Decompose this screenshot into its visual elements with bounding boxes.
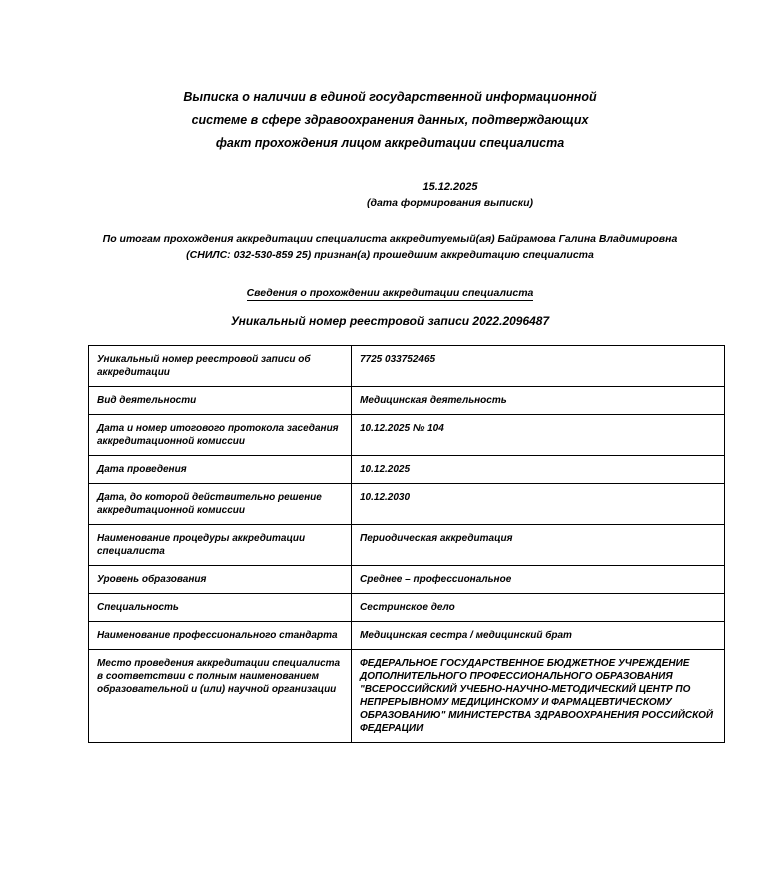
row-label: Наименование процедуры аккредитации специалиста bbox=[89, 525, 352, 566]
table-row bbox=[89, 594, 725, 622]
row-label: Дата проведения bbox=[89, 456, 352, 484]
row-label: Вид деятельности bbox=[89, 387, 352, 415]
table-row bbox=[89, 387, 725, 415]
document-title: Выписка о наличии в единой государственной информационной системе в сфере здравоохранения данных, подтверждающих факт прохождения лицом аккредитации специалиста bbox=[183, 90, 597, 150]
section-heading-text: Сведения о прохождении аккредитации специалиста bbox=[246, 287, 534, 299]
row-value: Медицинская деятельность bbox=[352, 387, 725, 415]
table-row bbox=[89, 415, 725, 456]
accreditation-summary: По итогам прохождения аккредитации специалиста аккредитуемый(ая) Байрамова Галина Владимировна (СНИЛС: 032-530-859 25) признан(а) прошедшим аккредитацию специалиста bbox=[102, 233, 678, 261]
row-label: Место проведения аккредитации специалиста в соответствии с полным наименованием образовательной и (или) научной организации bbox=[89, 650, 352, 743]
row-value: ФЕДЕРАЛЬНОЕ ГОСУДАРСТВЕННОЕ БЮДЖЕТНОЕ УЧРЕЖДЕНИЕ ДОПОЛНИТЕЛЬНОГО ПРОФЕССИОНАЛЬНОГО ОБРАЗОВАНИЯ "ВСЕРОССИЙСКИЙ УЧЕБНО-НАУЧНО-МЕТОДИЧЕСКИЙ ЦЕНТР ПО НЕПРЕРЫВНОМУ МЕДИЦИНСКОМУ И ФАРМАЦЕВТИЧЕСКОМУ ОБРАЗОВАНИЮ" МИНИСТЕРСТВА ЗДРАВООХРАНЕНИЯ РОССИЙСКОЙ ФЕДЕРАЦИИ bbox=[352, 650, 725, 743]
formation-date-caption: (дата формирования выписки) bbox=[366, 197, 534, 209]
row-label: Специальность bbox=[89, 594, 352, 622]
row-value: 10.12.2025 № 104 bbox=[352, 415, 725, 456]
formation-date-block bbox=[88, 179, 692, 211]
table-row bbox=[89, 525, 725, 566]
row-label: Уникальный номер реестровой записи об аккредитации bbox=[89, 346, 352, 387]
table-row bbox=[89, 622, 725, 650]
row-value: Медицинская сестра / медицинский брат bbox=[352, 622, 725, 650]
row-value: 10.12.2025 bbox=[352, 456, 725, 484]
table-row bbox=[89, 484, 725, 525]
table-row bbox=[89, 346, 725, 387]
row-value: 7725 033752465 bbox=[352, 346, 725, 387]
row-value: 10.12.2030 bbox=[352, 484, 725, 525]
registry-number-line: Уникальный номер реестровой записи 2022.2096487 bbox=[230, 314, 550, 328]
row-label: Уровень образования bbox=[89, 566, 352, 594]
table-row bbox=[89, 456, 725, 484]
formation-date-value: 15.12.2025 bbox=[422, 181, 478, 193]
row-value: Среднее – профессиональное bbox=[352, 566, 725, 594]
table-row bbox=[89, 650, 725, 743]
row-label: Дата, до которой действительно решение аккредитационной комиссии bbox=[89, 484, 352, 525]
row-label: Наименование профессионального стандарта bbox=[89, 622, 352, 650]
document-body bbox=[88, 86, 714, 743]
table-body bbox=[89, 346, 725, 743]
section-heading bbox=[88, 285, 692, 301]
accreditation-details-table bbox=[88, 345, 725, 743]
row-value: Сестринское дело bbox=[352, 594, 725, 622]
table-row bbox=[89, 566, 725, 594]
row-value: Периодическая аккредитация bbox=[352, 525, 725, 566]
row-label: Дата и номер итогового протокола заседания аккредитационной комиссии bbox=[89, 415, 352, 456]
